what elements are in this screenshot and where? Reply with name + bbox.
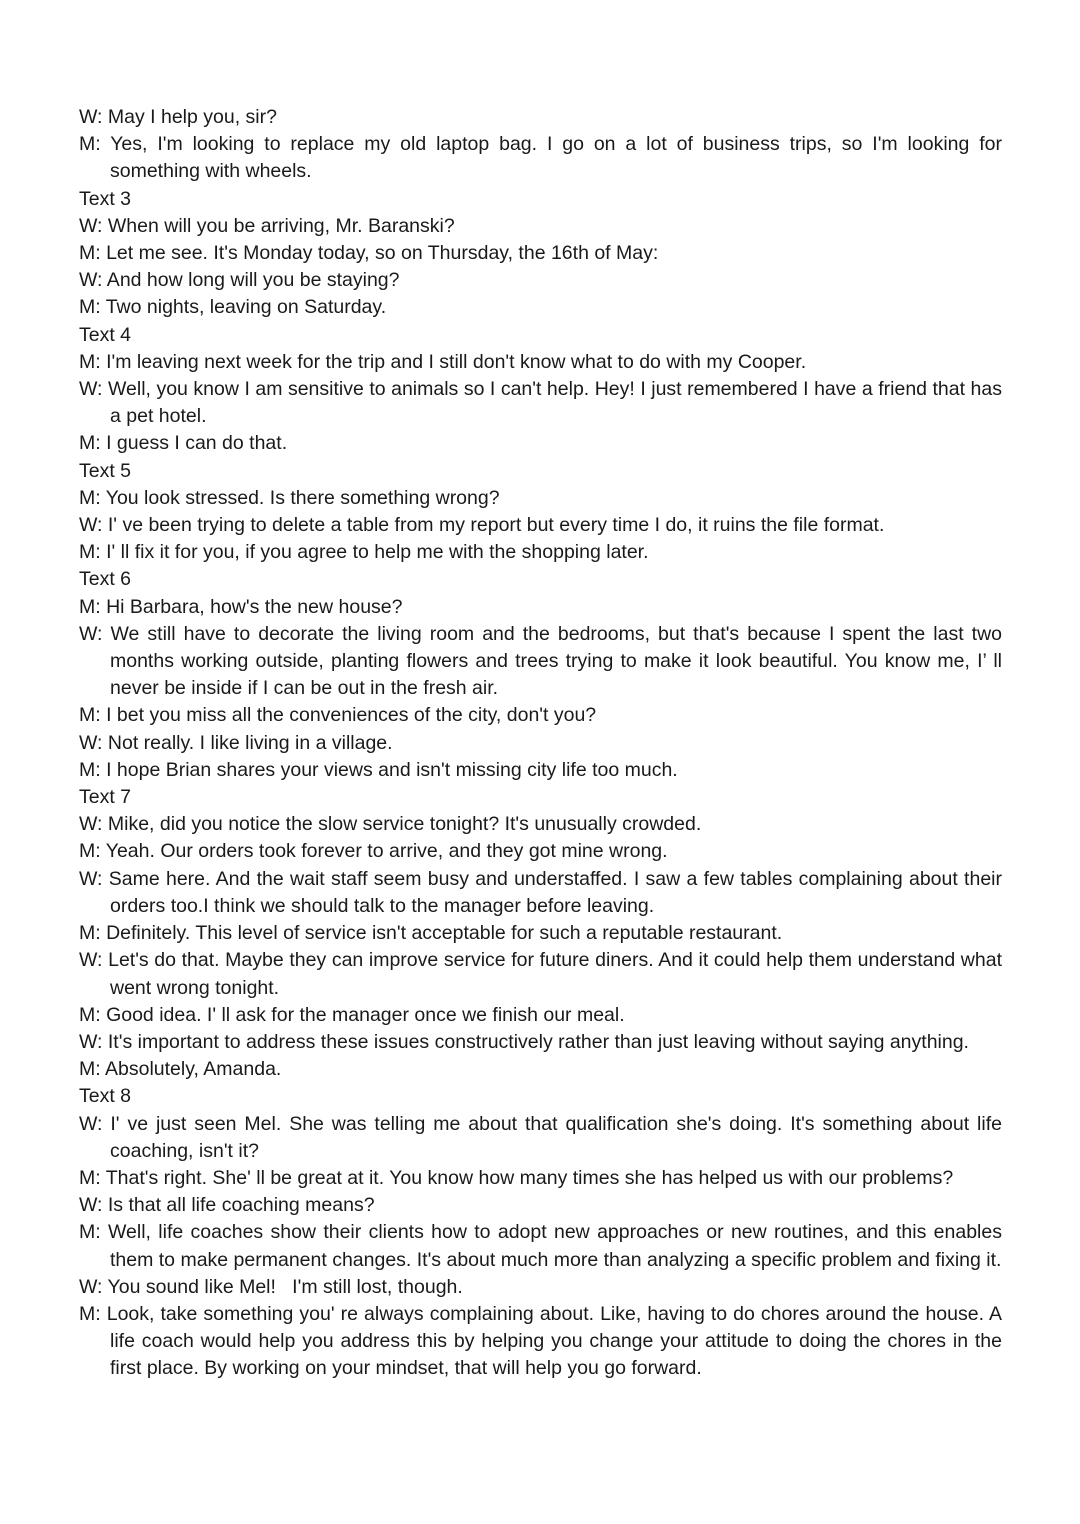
- dialogue-line: W: You sound like Mel! I'm still lost, though.: [79, 1275, 463, 1298]
- dialogue-line: M: You look stressed. Is there something wrong?: [79, 486, 500, 509]
- dialogue-line: W: Mike, did you notice the slow service tonight? It's unusually crowded.: [79, 813, 702, 836]
- section-heading: Text 5: [79, 459, 132, 482]
- dialogue-line: M: I'm leaving next week for the trip and I still don't know what to do with my Cooper.: [79, 350, 807, 373]
- dialogue-line: W: And how long will you be staying?: [79, 269, 400, 292]
- dialogue-line: W: It's important to address these issues constructively rather than just leaving without saying anything.: [79, 1030, 969, 1053]
- dialogue-line: M: Hi Barbara, how's the new house?: [79, 595, 403, 618]
- dialogue-line: M: I guess I can do that.: [79, 432, 288, 455]
- dialogue-line: W: Let's do that. Maybe they can improve service for future diners. And it could help them understand what went wrong tonight.: [79, 949, 1002, 999]
- dialogue-line: W: We still have to decorate the living room and the bedrooms, but that's because I spent the last two months working outside, planting flowers and trees trying to make it look beautiful. You know me, I’ ll never be inside if I can be out in the fresh air.: [79, 622, 1002, 700]
- section-heading: Text 4: [79, 323, 132, 346]
- section-heading: Text 6: [79, 568, 132, 591]
- dialogue-line: M: I hope Brian shares your views and isn't missing city life too much.: [79, 758, 678, 781]
- dialogue-line: M: Yeah. Our orders took forever to arrive, and they got mine wrong.: [79, 840, 668, 863]
- section-heading: Text 3: [79, 187, 132, 210]
- dialogue-line: M: I bet you miss all the conveniences of the city, don't you?: [79, 704, 597, 727]
- dialogue-line: M: Let me see. It's Monday today, so on Thursday, the 16th of May:: [79, 242, 659, 265]
- section-heading: Text 8: [79, 1085, 132, 1108]
- dialogue-line: M: I' ll fix it for you, if you agree to help me with the shopping later.: [79, 541, 649, 564]
- dialogue-line: W: When will you be arriving, Mr. Baranski?: [79, 214, 455, 237]
- dialogue-line: M: Look, take something you' re always complaining about. Like, having to do chores around the house. A life coach would help you address this by helping you change your attitude to doing the chores in the first place. By working on your mindset, that will help you go forward.: [79, 1302, 1002, 1380]
- dialogue-line: W: I' ve just seen Mel. She was telling me about that qualification she's doing. It's something about life coaching, isn't it?: [79, 1112, 1002, 1162]
- dialogue-line: M: Good idea. I' ll ask for the manager once we finish our meal.: [79, 1003, 625, 1026]
- dialogue-line: M: Definitely. This level of service isn't acceptable for such a reputable restaurant.: [79, 922, 783, 945]
- dialogue-line: W: May I help you, sir?: [79, 106, 277, 128]
- dialogue-line: M: Two nights, leaving on Saturday.: [79, 296, 387, 319]
- dialogue-transcript: [79, 104, 1002, 1383]
- dialogue-line: M: Well, life coaches show their clients how to adopt new approaches or new routines, and this enables them to make permanent changes. It's about much more than analyzing a specific problem and fixing it.: [79, 1221, 1002, 1271]
- dialogue-line: W: Is that all life coaching means?: [79, 1194, 375, 1217]
- dialogue-line: W: I' ve been trying to delete a table from my report but every time I do, it ruins the file format.: [79, 514, 885, 537]
- dialogue-line: W: Not really. I like living in a village.: [79, 731, 393, 754]
- dialogue-line: M: That's right. She' ll be great at it. You know how many times she has helped us with our problems?: [79, 1166, 954, 1189]
- dialogue-line: W: Well, you know I am sensitive to animals so I can't help. Hey! I just remembered I have a friend that has a pet hotel.: [79, 378, 1002, 428]
- dialogue-line: M: Absolutely, Amanda.: [79, 1058, 282, 1081]
- section-heading: Text 7: [79, 786, 132, 809]
- dialogue-line: M: Yes, I'm looking to replace my old laptop bag. I go on a lot of business trips, so I'm looking for something with wheels.: [79, 133, 1002, 183]
- dialogue-line: W: Same here. And the wait staff seem busy and understaffed. I saw a few tables complaining about their orders too.I think we should talk to the manager before leaving.: [79, 867, 1002, 917]
